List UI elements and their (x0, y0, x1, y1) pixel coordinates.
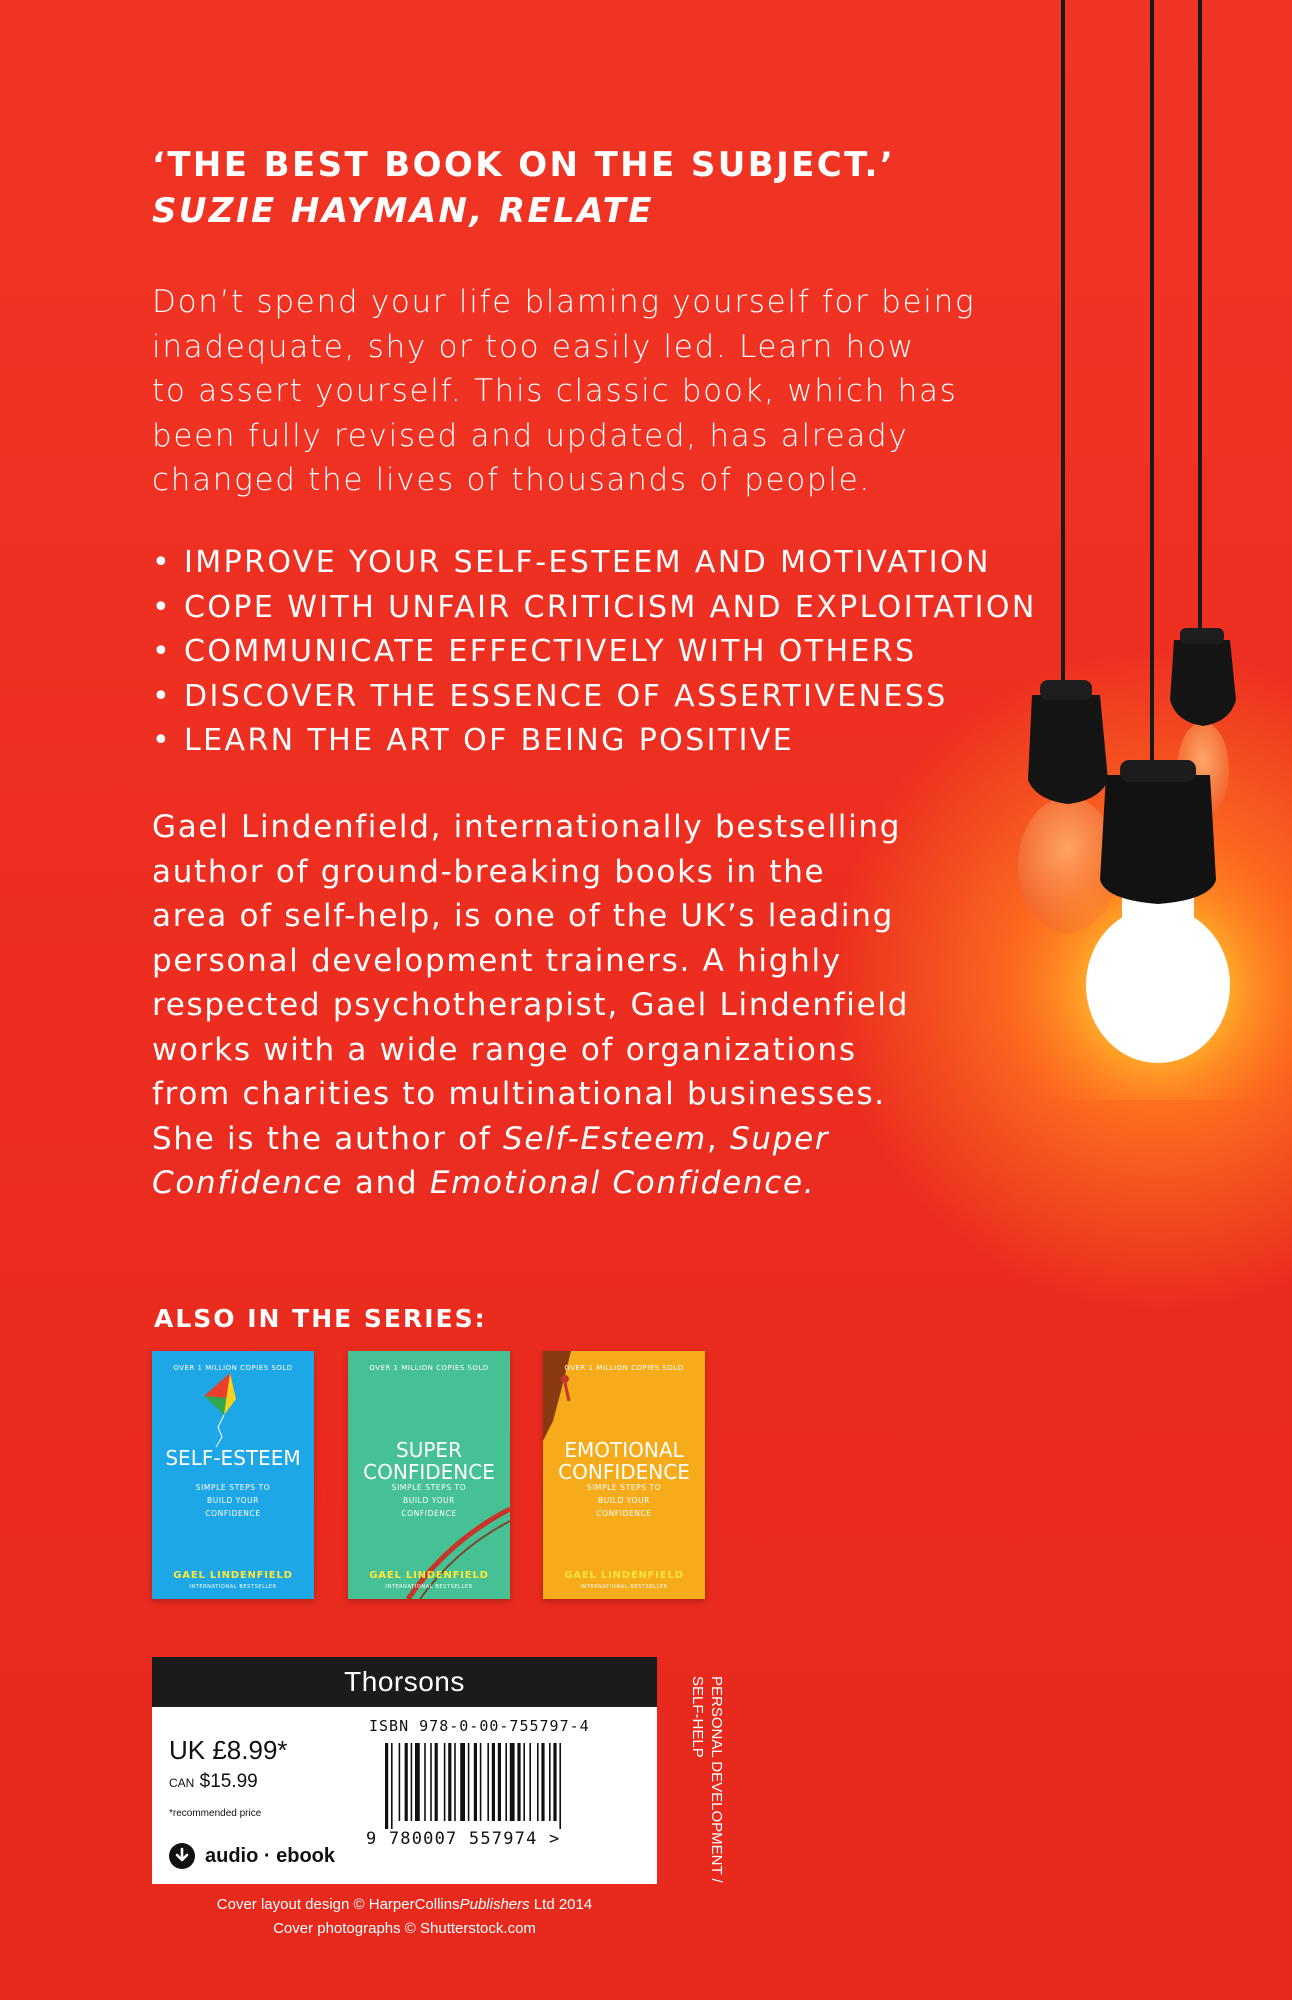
barcode-bar (444, 1743, 446, 1821)
bio-line-titles (152, 1161, 1072, 1206)
benefit-item: • DISCOVER THE ESSENCE OF ASSERTIVENESS (152, 675, 1072, 720)
series-title (152, 1447, 314, 1469)
credits-line1-prefix: Cover layout design © HarperCollins (216, 1896, 460, 1913)
series-heading: ALSO IN THE SERIES: (154, 1304, 487, 1333)
price-note: *recommended price (169, 1808, 262, 1819)
series-book-self-esteem (152, 1351, 314, 1599)
bio-line: personal development trainers. A highly (152, 942, 842, 979)
barcode-bar (474, 1743, 477, 1821)
barcode-bar (505, 1743, 507, 1821)
benefit-item: • COMMUNICATE EFFECTIVELY WITH OTHERS (152, 630, 1072, 675)
benefit-item: • COPE WITH UNFAIR CRITICISM AND EXPLOITATION (152, 586, 1072, 631)
barcode-bar (405, 1743, 408, 1821)
author-bio (152, 805, 1072, 1206)
barcode-bar (411, 1743, 413, 1821)
series-book-emotional-confidence (543, 1351, 705, 1599)
uk-price: UK £8.99* (169, 1735, 288, 1765)
series-author-sub: INTERNATIONAL BESTSELLER (385, 1584, 473, 1590)
series-author: GAEL LINDENFIELD (173, 1570, 293, 1581)
quote-text: ‘THE BEST BOOK ON THE SUBJECT.’ (152, 145, 896, 185)
review-quote (152, 142, 1052, 234)
credits-line1-italic: Publishers (459, 1896, 530, 1913)
barcode-bar (498, 1743, 501, 1821)
bio-separator: , (706, 1120, 731, 1157)
series-title-line1: EMOTIONAL (564, 1438, 684, 1462)
category-line1: PERSONAL DEVELOPMENT / (708, 1676, 725, 1883)
series-title-line1: SELF-ESTEEM (165, 1446, 301, 1470)
barcode-bar (559, 1743, 561, 1829)
barcode-bar (391, 1743, 393, 1829)
category-label (688, 1676, 726, 1883)
barcode-bar (435, 1743, 438, 1821)
bio-prefix: She is the author of (152, 1120, 504, 1157)
formats-available (169, 1843, 335, 1869)
series-subtitle: SIMPLE STEPS TO BUILD YOUR CONFIDENCE (195, 1483, 271, 1518)
credits-line1 (152, 1893, 657, 1917)
series-tagline: OVER 1 MILLION COPIES SOLD (173, 1364, 293, 1372)
barcode-bar (460, 1743, 465, 1821)
series-author-sub: INTERNATIONAL BESTSELLER (189, 1584, 277, 1590)
barcode-bar (430, 1743, 432, 1821)
series-subtitle: SIMPLE STEPS TO BUILD YOUR CONFIDENCE (391, 1483, 467, 1518)
download-icon (169, 1843, 195, 1869)
book-title-self-esteem: Self-Esteem (503, 1120, 707, 1157)
series-title-line1: SUPER (396, 1438, 462, 1462)
quote-attribution: SUZIE HAYMAN, RELATE (152, 191, 654, 231)
barcode-bar (480, 1743, 482, 1821)
category-line2: SELF-HELP (689, 1676, 706, 1758)
book-title-super-part1: Super (730, 1120, 830, 1157)
bio-conjunction: and (343, 1165, 430, 1201)
barcode-bar (454, 1743, 456, 1821)
bio-line: area of self-help, is one of the UK’s leading (152, 898, 894, 934)
barcode-bar (468, 1743, 470, 1821)
can-price (169, 1771, 258, 1793)
credits-line2: Cover photographs © Shutterstock.com (273, 1920, 536, 1937)
barcode-number: 9 780007 557974 > (366, 1829, 561, 1849)
series-author: GAEL LINDENFIELD (564, 1570, 684, 1581)
barcode-bar (541, 1743, 544, 1821)
blurb-line: inadequate, shy or too easily led. Learn how (152, 328, 915, 365)
series-title-line2: CONFIDENCE (363, 1460, 495, 1484)
barcode (385, 1743, 591, 1829)
series-title-line2: CONFIDENCE (558, 1460, 690, 1484)
barcode-bar (510, 1743, 515, 1821)
blurb-line: Don’t spend your life blaming yourself for being (152, 284, 976, 320)
book-title-super-part2: Confidence (152, 1165, 344, 1201)
benefits-list (152, 541, 1072, 764)
blurb-line: to assert yourself. This classic book, which has (152, 373, 958, 409)
book-blurb (152, 280, 1072, 503)
series-subtitle: SIMPLE STEPS TO BUILD YOUR CONFIDENCE (586, 1483, 662, 1518)
bio-line: author of ground-breaking books in the (152, 853, 826, 890)
barcode-bar (448, 1743, 451, 1821)
series-title (348, 1439, 510, 1483)
barcode-bar (523, 1743, 525, 1821)
can-price-value: $15.99 (199, 1771, 258, 1792)
series-author: GAEL LINDENFIELD (369, 1570, 489, 1581)
isbn-text: ISBN 978-0-00-755797-4 (369, 1717, 590, 1735)
barcode-bar (399, 1743, 401, 1821)
bio-line: Gael Lindenfield, internationally bestselling (152, 809, 902, 845)
price-barcode-box (152, 1657, 657, 1884)
series-tagline: OVER 1 MILLION COPIES SOLD (564, 1364, 684, 1372)
cover-credits (152, 1893, 657, 1941)
credits-line1-suffix: Ltd 2014 (529, 1896, 593, 1913)
bio-line: works with a wide range of organizations (152, 1031, 857, 1068)
barcode-bar (487, 1743, 489, 1821)
series-tagline: OVER 1 MILLION COPIES SOLD (369, 1364, 489, 1372)
bio-line: respected psychotherapist, Gael Lindenfield (152, 987, 910, 1023)
formats-label: audio · ebook (205, 1844, 335, 1867)
barcode-bar (529, 1743, 531, 1821)
barcode-bar (517, 1743, 520, 1821)
barcode-bar (549, 1743, 551, 1821)
book-title-emotional-confidence: Emotional Confidence. (429, 1165, 816, 1201)
blurb-line: changed the lives of thousands of people. (152, 462, 871, 498)
bio-line: from charities to multinational businesses. (152, 1076, 886, 1112)
can-label: CAN (169, 1776, 195, 1790)
series-title (543, 1439, 705, 1483)
publisher-name: Thorsons (152, 1657, 657, 1707)
barcode-bar (385, 1743, 388, 1829)
barcode-bar (415, 1743, 420, 1821)
barcode-bar (537, 1743, 539, 1821)
series-book-super-confidence (348, 1351, 510, 1599)
barcode-bar (492, 1743, 495, 1821)
barcode-bar (553, 1743, 556, 1821)
benefit-item: • IMPROVE YOUR SELF-ESTEEM AND MOTIVATION (152, 541, 1072, 586)
series-author-sub: INTERNATIONAL BESTSELLER (580, 1584, 668, 1590)
bio-line-titles (152, 1117, 1072, 1162)
blurb-line: been fully revised and updated, has already (152, 417, 909, 454)
benefit-item: • LEARN THE ART OF BEING POSITIVE (152, 719, 1072, 764)
barcode-bar (424, 1743, 426, 1821)
